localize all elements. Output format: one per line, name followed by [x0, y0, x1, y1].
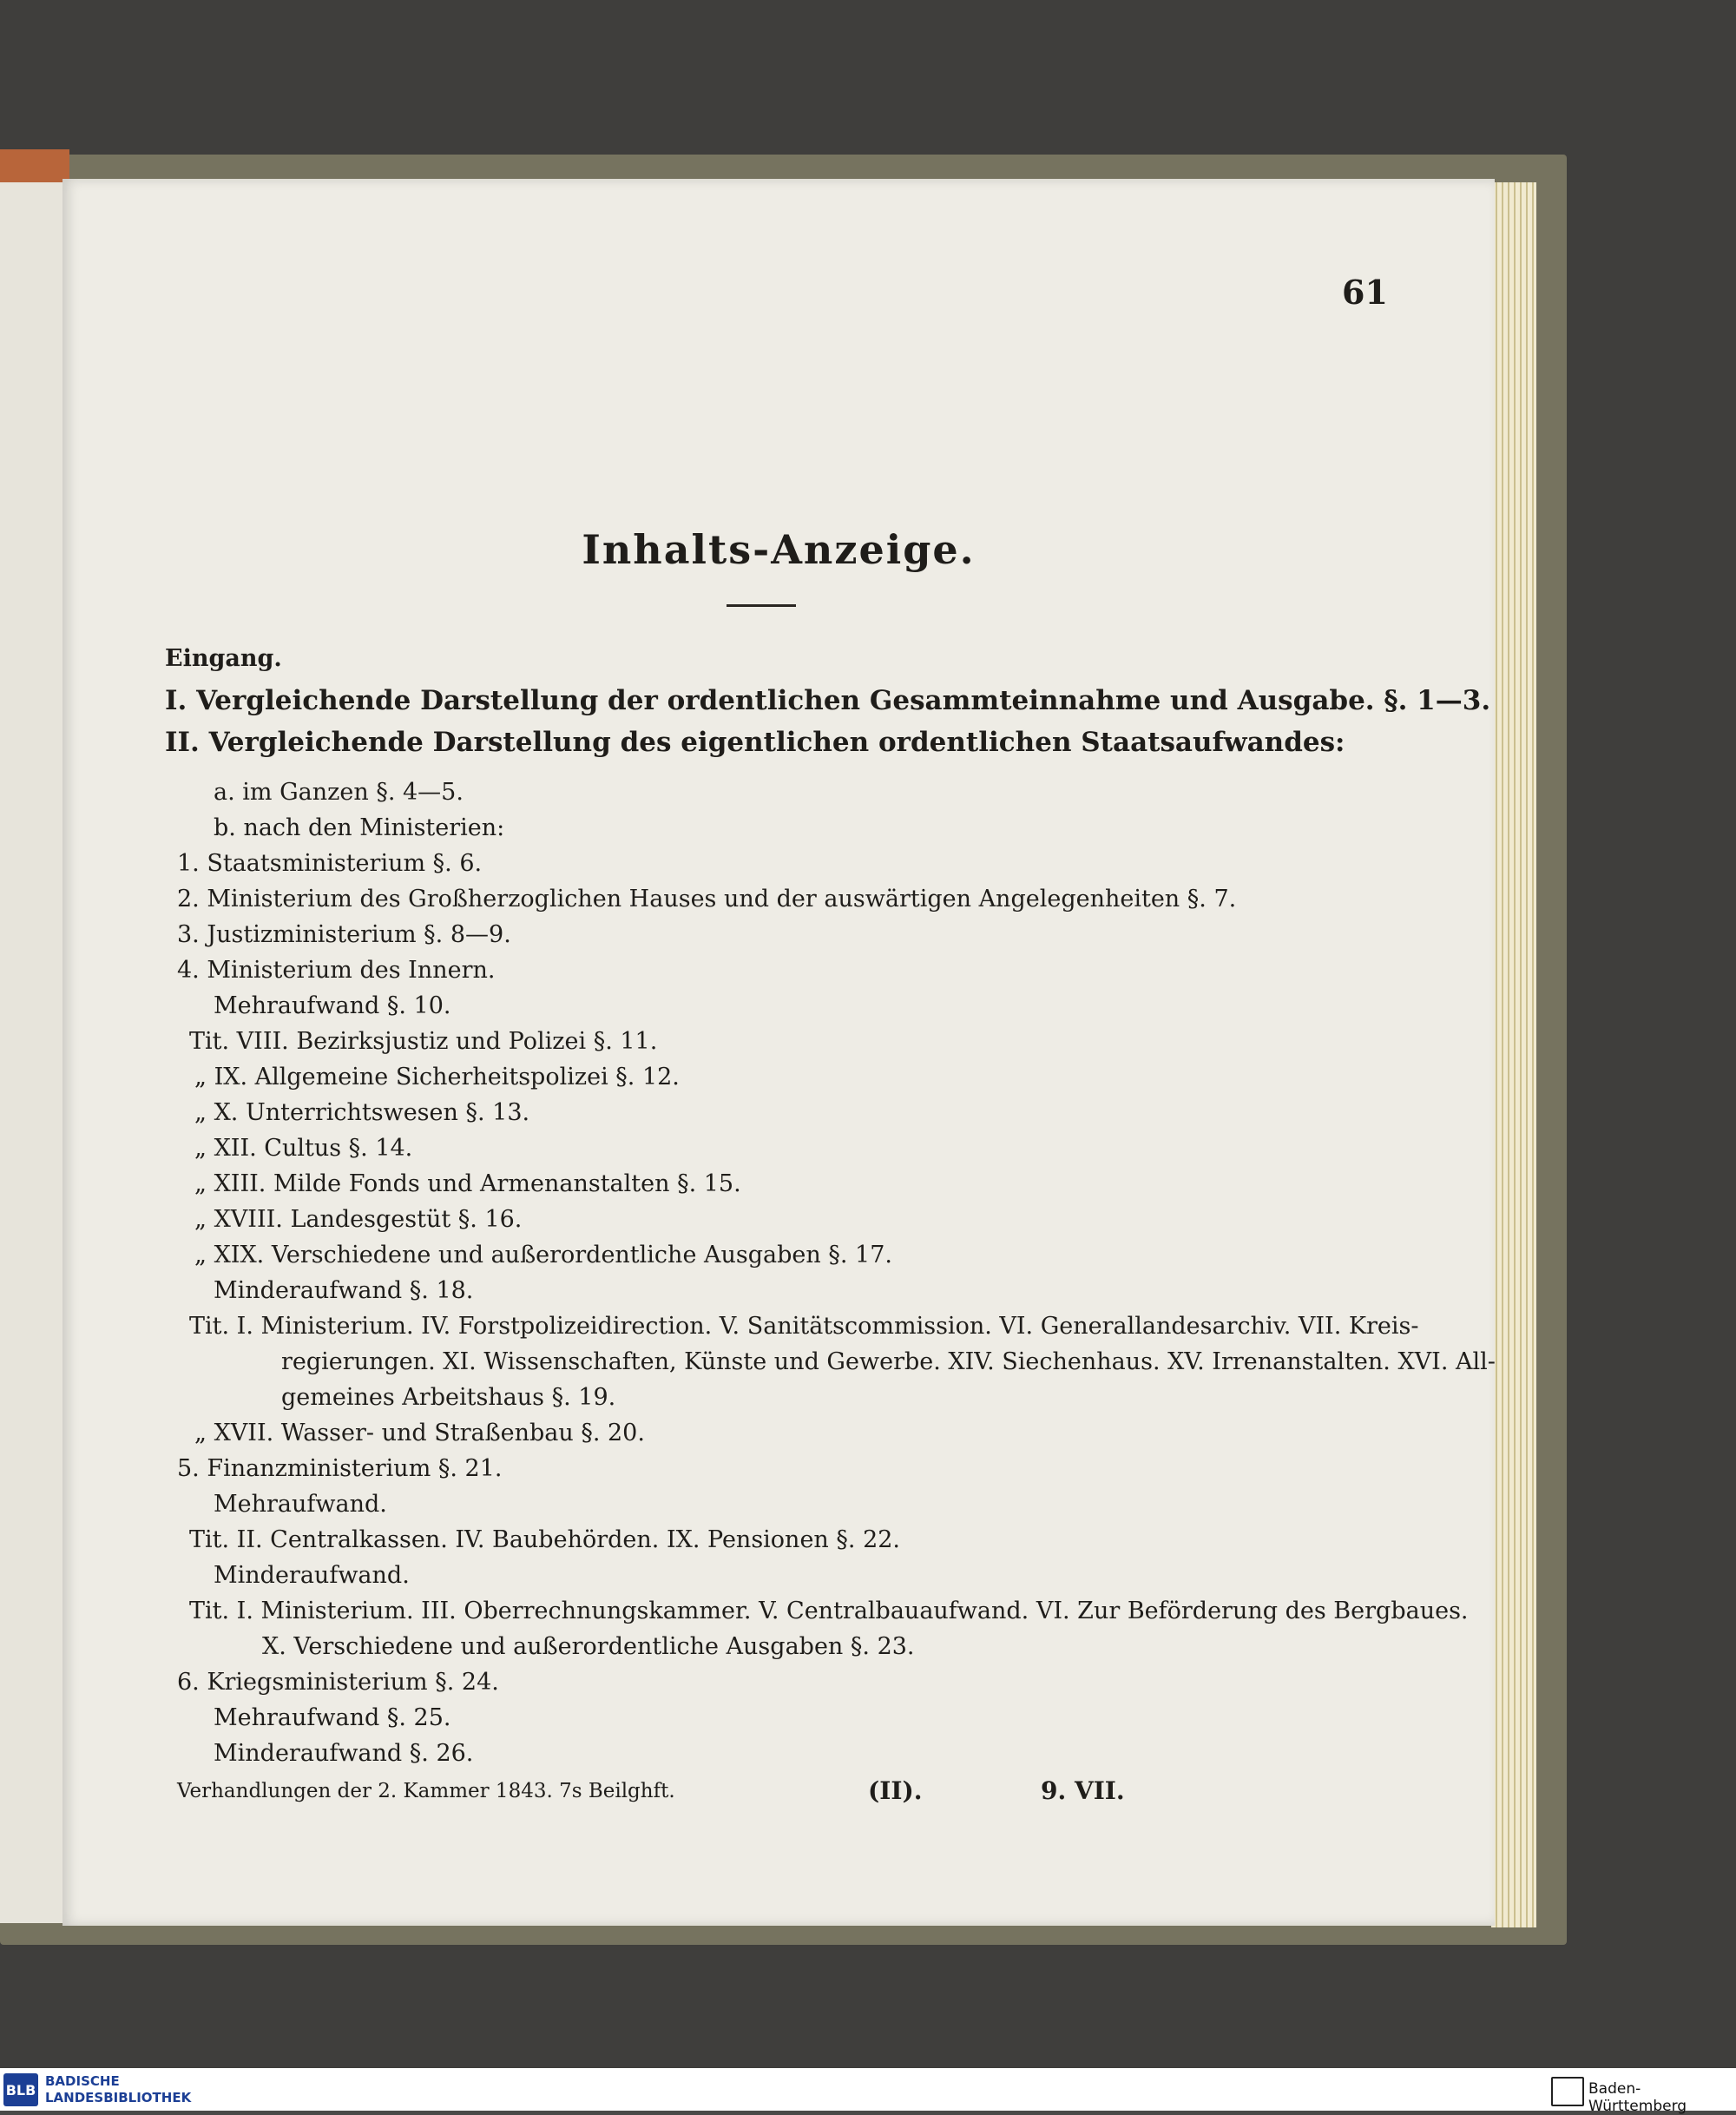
toc-line: „ X. Unterrichtswesen §. 13.: [194, 1099, 530, 1126]
library-name-line1: BADISCHE: [45, 2073, 120, 2089]
toc-line-section-ii: II. Vergleichende Darstellung des eigentlichen ordentlichen Staatsaufwandes:: [165, 727, 1345, 758]
toc-line: 6. Kriegsministerium §. 24.: [177, 1669, 499, 1696]
book-spine: [0, 149, 69, 184]
toc-line-section-i: I. Vergleichende Darstellung der ordentlichen Gesammteinnahme und Ausgabe. §. 1—3.: [165, 685, 1491, 716]
toc-line: Minderaufwand §. 18.: [214, 1277, 474, 1304]
toc-line: Tit. II. Centralkassen. IV. Baubehörden. IX. Pensionen §. 22.: [189, 1526, 901, 1553]
toc-line: a. im Ganzen §. 4—5.: [214, 779, 464, 806]
toc-line: 3. Justizministerium §. 8—9.: [177, 921, 511, 948]
toc-line: 1. Staatsministerium §. 6.: [177, 850, 483, 877]
page-title: Inhalts-Anzeige.: [582, 526, 976, 573]
footer-source: Verhandlungen der 2. Kammer 1843. 7s Beilghft.: [177, 1780, 675, 1802]
toc-line: gemeines Arbeitshaus §. 19.: [281, 1384, 616, 1411]
toc-line: 4. Ministerium des Innern.: [177, 957, 496, 984]
library-name[interactable]: [45, 2073, 191, 2106]
toc-line: Tit. I. Ministerium. IV. Forstpolizeidirection. V. Sanitätscommission. VI. Generallandesarchiv. VII. Kreis-: [189, 1313, 1419, 1340]
toc-line: Minderaufwand.: [214, 1562, 410, 1589]
toc-line-eingang: Eingang.: [165, 645, 282, 672]
toc-line: 5. Finanzministerium §. 21.: [177, 1455, 503, 1482]
viewer-bottom-bar: [0, 2068, 1736, 2115]
toc-line: „ XII. Cultus §. 14.: [194, 1135, 413, 1162]
toc-line: Tit. I. Ministerium. III. Oberrechnungskammer. V. Centralbauaufwand. VI. Zur Beförderung des Bergbaues.: [189, 1598, 1469, 1624]
page-number: 61: [1342, 273, 1388, 312]
toc-line: b. nach den Ministerien:: [214, 814, 505, 841]
footer-signature: (II).: [868, 1776, 923, 1805]
toc-line: „ XVIII. Landesgestüt §. 16.: [194, 1206, 523, 1233]
toc-line: „ XVII. Wasser- und Straßenbau §. 20.: [194, 1420, 645, 1446]
toc-line: Mehraufwand.: [214, 1491, 387, 1518]
toc-line: „ IX. Allgemeine Sicherheitspolizei §. 12.: [194, 1064, 680, 1090]
library-name-line2: LANDESBIBLIOTHEK: [45, 2090, 192, 2105]
toc-line: Mehraufwand §. 25.: [214, 1704, 451, 1731]
bw-coat-of-arms-icon[interactable]: [1551, 2077, 1584, 2106]
toc-line: „ XIX. Verschiedene und außerordentliche Ausgaben §. 17.: [194, 1242, 892, 1268]
toc-line: Minderaufwand §. 26.: [214, 1740, 474, 1767]
toc-line: X. Verschiedene und außerordentliche Ausgaben §. 23.: [262, 1633, 915, 1660]
document-page: [62, 179, 1495, 1926]
toc-line: Mehraufwand §. 10.: [214, 992, 451, 1019]
left-page-edge: [0, 182, 68, 1923]
footer-sheet: 9. VII.: [1041, 1776, 1125, 1805]
bleed-through-text: [939, 335, 1477, 370]
toc-line: „ XIII. Milde Fonds und Armenanstalten §. 15.: [194, 1170, 741, 1197]
toc-line: Tit. VIII. Bezirksjustiz und Polizei §. 11.: [189, 1028, 658, 1055]
toc-line: 2. Ministerium des Großherzoglichen Hauses und der auswärtigen Angelegenheiten §. 7.: [177, 886, 1237, 913]
toc-line: regierungen. XI. Wissenschaften, Künste und Gewerbe. XIV. Siechenhaus. XV. Irrenanstalten. XVI. All-: [281, 1348, 1496, 1375]
state-name[interactable]: Baden-Württemberg: [1588, 2080, 1687, 2115]
blb-logo-icon[interactable]: BLB: [3, 2073, 38, 2106]
title-rule: [727, 604, 796, 607]
page-edges: [1491, 182, 1536, 1927]
